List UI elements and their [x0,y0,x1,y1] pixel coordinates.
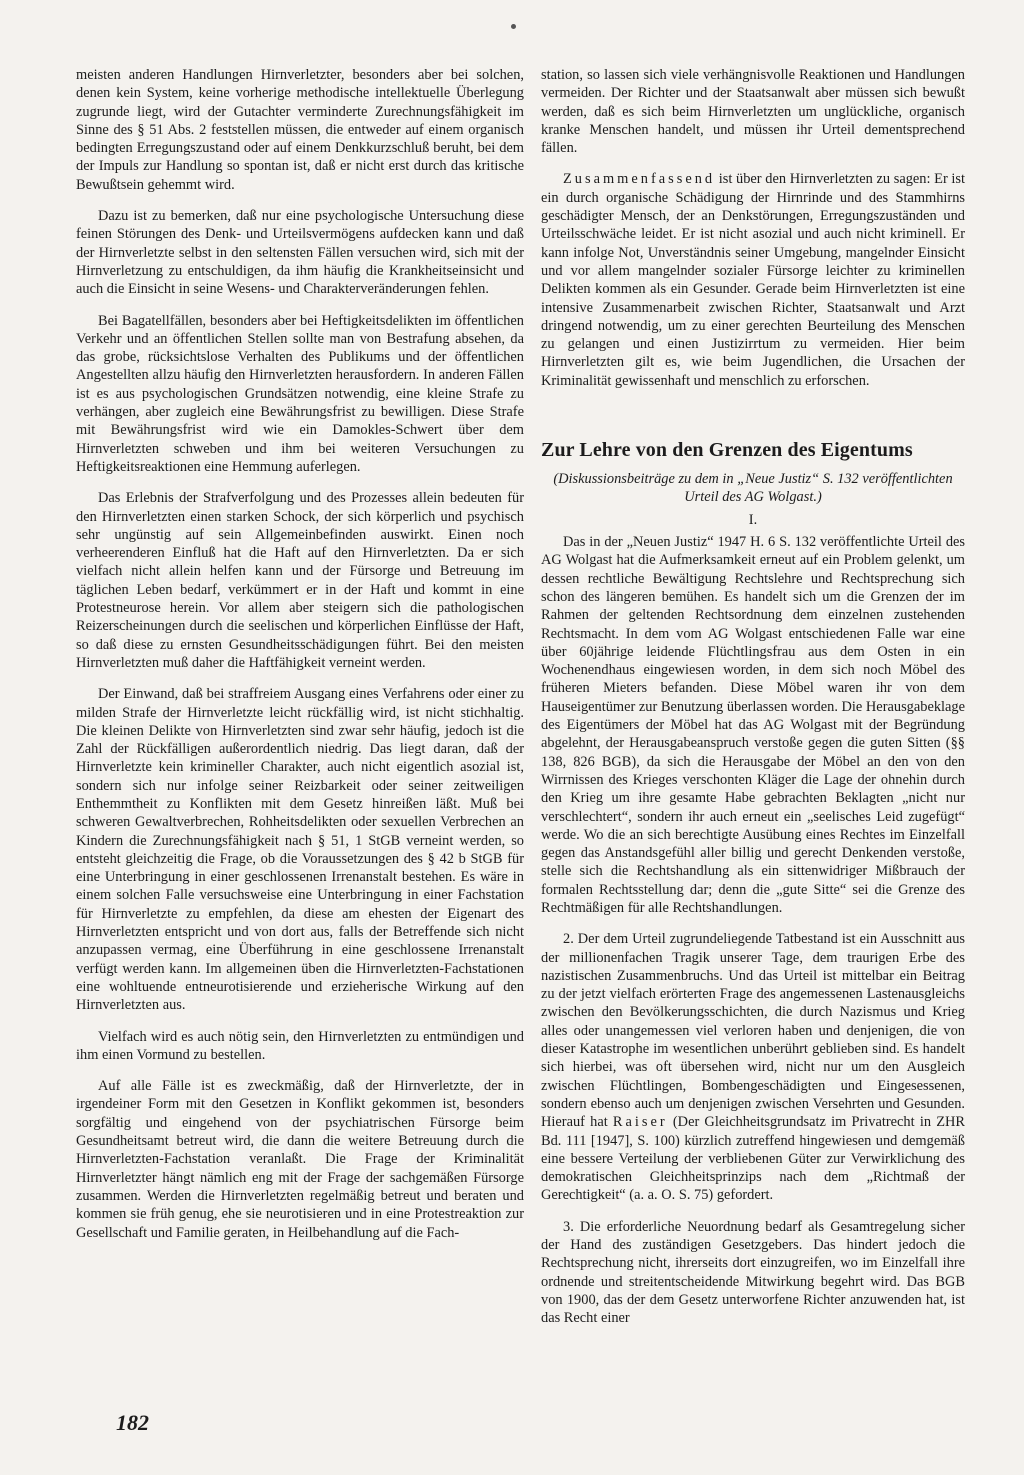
raiser-before: Hierauf hat [541,1114,613,1131]
paragraph: Vielfach wird es auch nötig sein, den Hirnverletzten zu entmündigen und ihm einen Vormund zu bestellen. [76,1028,524,1063]
paragraph: 3. Die erforderliche Neuordnung bedarf als Gesamtregelung sicher der Hand des zuständigen Gesetzgebers. Das hindert jedoch die Rechtsprechung nicht, ihrerseits dort einzugreifen, wo im Einzelfall ihre ordnende und streitentscheidende Mitwirkung begehrt wird. Das BGB von 1900, das der dem Gesetz unterworfene Richter anzuwenden hat, ist das Recht einer [541,1218,965,1327]
summary-text: ist über den Hirnverletzten zu sagen: Er ist ein durch organische Schädigung der Hirnrinde und des Stammhirns geschädigter Mensch, der an Denkstörungen, Erregungszuständen und Urteilsschwäche leidet. Er ist nicht asozial und auch nicht kriminell. Er kann infolge Not, Unverständnis seiner Umgebung, mangelnder Einsicht und vor allem mangelnder sozialer Fürsorge leichter zu kriminellen Delikten kommen als ein Gesunder. Gerade beim Hirnverletzten ist eine intensive Zusammenarbeit zwischen Richter, Staatsanwalt und Arzt dringend notwendig, um zu einer gerechten Beurteilung des Menschen zu gelangen und einen Justizirrtum zu vermeiden. Hier beim Hirnverletzten gilt es, wie beim Jugendlichen, die Ursachen der Kriminalität gewissenhaft und menschlich zu erforschen. [541,171,965,389]
summary-paragraph [541,170,965,390]
page-number: 182 [116,1410,149,1435]
paragraph: Das Erlebnis der Strafverfolgung und des Prozesses allein bedeuten für den Hirnverletzten einen starken Schock, der sich körperlich und psychisch sehr ungünstig auf sein Allgemeinbefinden auswirkt. Einen noch verheerenderen Einfluß hat die Haft auf den Hirnverletzten. Da er sich vielfach nicht allein helfen kann und der Fürsorge und Betreuung im täglichen Leben bedarf, verkümmert er in der Haft und kommt in eine Protestneurose herein. Vor allem aber steigern sich die pathologischen Reizerscheinungen durch die seelischen und körperlichen Einflüsse der Haft, so daß diese zu ernsten Gesundheitsschädigungen führt. Bei den meisten Hirnverletzten muß daher die Haftfähigkeit verneint werden. [76,490,524,671]
author-name: Raiser [612,1114,668,1131]
paragraph: station, so lassen sich viele verhängnisvolle Reaktionen und Handlungen vermeiden. Der Richter und der Staatsanwalt aber müssen sich bewußt werden, daß es sich beim Hirnverletzten um unglückliche, organisch kranke Menschen handelt, und müssen ihr Urteil dementsprechend fällen. [541,67,965,157]
article-title: Zur Lehre von den Grenzen des Eigentums [541,439,913,462]
paragraph: Auf alle Fälle ist es zweckmäßig, daß der Hirnverletzte, der in irgendeiner Form mit den Gesetzen in Konflikt gekommen ist, besonders sorgfältig und eingehend von der psychiatrischen Fürsorge beim Gesundheitsamt betreut wird, die dann die weitere Betreuung durch die Hirnverletzten-Fachstation veranlaßt. Die Frage der Kriminalität Hirnverletzter hängt nämlich eng mit der Frage der sachgemäßen Fürsorge zusammen. Werden die Hirnverletzten regelmäßig betreut und beraten und kommen sie früh genug, ehe sie neurotisieren und in eine Protestreaktion zur Gesellschaft und Familie geraten, in Heilbehandlung auf die Fach- [76,1078,524,1241]
page-mark [511,24,516,29]
summary-lead: Zusammenfassend [563,171,716,188]
paragraph: Der Einwand, daß bei straffreiem Ausgang eines Verfahrens oder einer zu milden Strafe der Hirnverletzte leicht rückfällig wird, ist nicht stichhaltig. Die kleinen Delikte von Hirnverletzten sind zwar sehr häufig, jedoch ist die Zahl der Rückfälligen außerordentlich niedrig. Das liegt daran, daß der Hirnverletzte kein krimineller Charakter, auch nicht eigentlich asozial ist, sondern sich nur infolge seiner Reizbarkeit oder seiner zeitweiligen Enthemmtheit zu Konflikten mit dem Gesetz hinreißen läßt. Muß bei schweren Gewaltverbrechen, Rohheitsdelikten oder sexuellen Verbrechen an Kindern die Zurechnungsfähigkeit nach § 51, 1 StGB verneint werden, so entsteht gleichzeitig die Frage, ob die Voraussetzungen des § 42 b StGB für eine Unterbringung in einer geschlossenen Irrenanstalt bestehen. Es wäre in einem solchen Falle versuchsweise eine Unterbringung in einer Fachstation für Hirnverletzte zu empfehlen, da diese am ehesten der Eigenart des Hirnverletzten entspricht und von dort aus, falls der Betreffende sich nicht anzupassen vermag, eine Überführung in eine geschlossene Irrenanstalt verfügt werden kann. Im allgemeinen üben die Hirnverletzten-Fachstationen eine wohltuende entneurotisierende und erzieherische Wirkung auf den Hirnverletzten aus. [76,686,524,1014]
paragraph [541,930,965,1204]
section-number: I. [748,512,758,529]
paragraph-text: 2. Der dem Urteil zugrundeliegende Tatbestand ist ein Ausschnitt aus der millionenfachen Tragik unserer Tage, dem traurigen Erbe des nazistischen Zusammenbruchs. Und das Urteil ist mittelbar ein Beitrag zu der jetzt vielfach erörterten Frage des angemessenen Lastenausgleichs zwischen den Bevölkerungsschichten, die durch Nazismus und Krieg alles oder unangemessen viel verloren haben und denjenigen, die von dieser Katastrophe im wesentlichen unberührt geblieben sind. Es handelt sich hierbei, was oft übersehen wird, nicht nur um den Ausgleich zwischen Flüchtlingen, Bombengeschädigten und Eingesessenen, sondern ebenso auch um denjenigen zwischen Versehrten und Gesunden. [541,931,965,1112]
paragraph: Das in der „Neuen Justiz“ 1947 H. 6 S. 132 veröffentlichte Urteil des AG Wolgast hat die Aufmerksamkeit erneut auf ein Problem gelenkt, um dessen rechtliche Bewältigung Rechtslehre und Rechtsprechung sich schon des längeren bemühen. Es handelt sich um die Grenzen der im Rahmen der geltenden Rechtsordnung dem einzelnen zustehenden Rechtsmacht. In dem vom AG Wolgast entschiedenen Falle war eine über 60jährige leidende Flüchtlingsfrau aus dem Osten in ein Wochenendhaus eingewiesen worden, in dem sich noch Möbel des früheren Mieters befanden. Diese Möbel waren ihr von dem Hauseigentümer zur Benutzung überlassen worden. Die Herausgabeklage des Eigentümers der Möbel hat das AG Wolgast mit der Begründung abgelehnt, der Herausgabeanspruch verstoße gegen die guten Sitten (§§ 138, 826 BGB), da sich die Herausgabe der Möbel an den von den Wirrnissen des Krieges verschonten Kläger die Lage der ohnehin durch den Krieg um ihre gesamte Habe gebrachten Beklagten „nicht nur verschlechtert“, sondern ihr auch erneut ein „seelisches Leid zugefügt“ werde. Wo die an sich berechtigte Ausübung eines Rechtes im Einzelfall gegen das Anstandsgefühl aller billig und gerecht Denkenden verstoße, stelle sich die Rechtshandlung als ein sittenwidriger Mißbrauch der formalen Rechtsstellung dar; denn die „gute Sitte“ sei die Grenze des Rechtmäßigen für alle Rechtshandlungen. [541,534,965,916]
left-column [76,66,524,1255]
paragraph: Bei Bagatellfällen, besonders aber bei Heftigkeitsdelikten im öffentlichen Verkehr und an öffentlichen Stellen sollte man von Bestrafung absehen, da das grobe, rücksichtslose Verhalten des Publikums und der öffentlichen Angestellten allzu häufig den Hirnverletzten herausfordern. In anderen Fällen ist es aus psychologischen Grundsätzen notwendig, eine kleine Strafe zu verhängen, aber zugleich eine Bewährungsfrist zu bewilligen. Diese Strafe mit Bewährungsfrist wird wie ein Damokles-Schwert über dem Hirnverletzten schweben und ihm bei weiteren Versuchungen zu Heftigkeitsreaktionen eine Hemmung auferlegen. [76,312,524,475]
right-column [541,66,965,1341]
article-subtitle: (Diskussionsbeiträge zu dem in „Neue Justiz“ S. 132 veröffentlichten Urteil des AG Wolgast.) [553,471,953,506]
raiser-after: (Der Gleichheitsgrundsatz im Privatrecht in ZHR Bd. 111 [1947], S. 100) kürzlich zutreffend hingewiesen und demgemäß eine bessere Verteilung der verbliebenen Güter zur Verwirklichung des demokratischen Gleichheitsprinzips nach dem „Richtmaß der Gerechtigkeit“ (a. a. O. S. 75) gefordert. [541,1114,965,1204]
paragraph: meisten anderen Handlungen Hirnverletzter, besonders aber bei solchen, denen kein System, keine vorherige methodische intellektuelle Überlegung zugrunde liegt, wird der Gutachter verminderte Zurechnungsfähigkeit im Sinne des § 51 Abs. 2 feststellen müssen, die entweder auf einem organisch bedingten Erregungszustand oder auf einem Denkkurzschluß beruht, bei dem der Impuls zur Handlung so spontan ist, daß er nicht erst durch das kritische Bewußtsein gehemmt wird. [76,67,524,193]
paragraph: Dazu ist zu bemerken, daß nur eine psychologische Untersuchung diese feinen Störungen des Denk- und Urteilsvermögens aufdecken kann und daß der Hirnverletzte selbst in den seltensten Fällen versuchen wird, sich mit der Hirnverletzung zu entschuldigen, da ihm häufig die Krankheitseinsicht und auch die Einsicht in seine Wesens- und Charakterveränderungen fehlen. [76,208,524,298]
